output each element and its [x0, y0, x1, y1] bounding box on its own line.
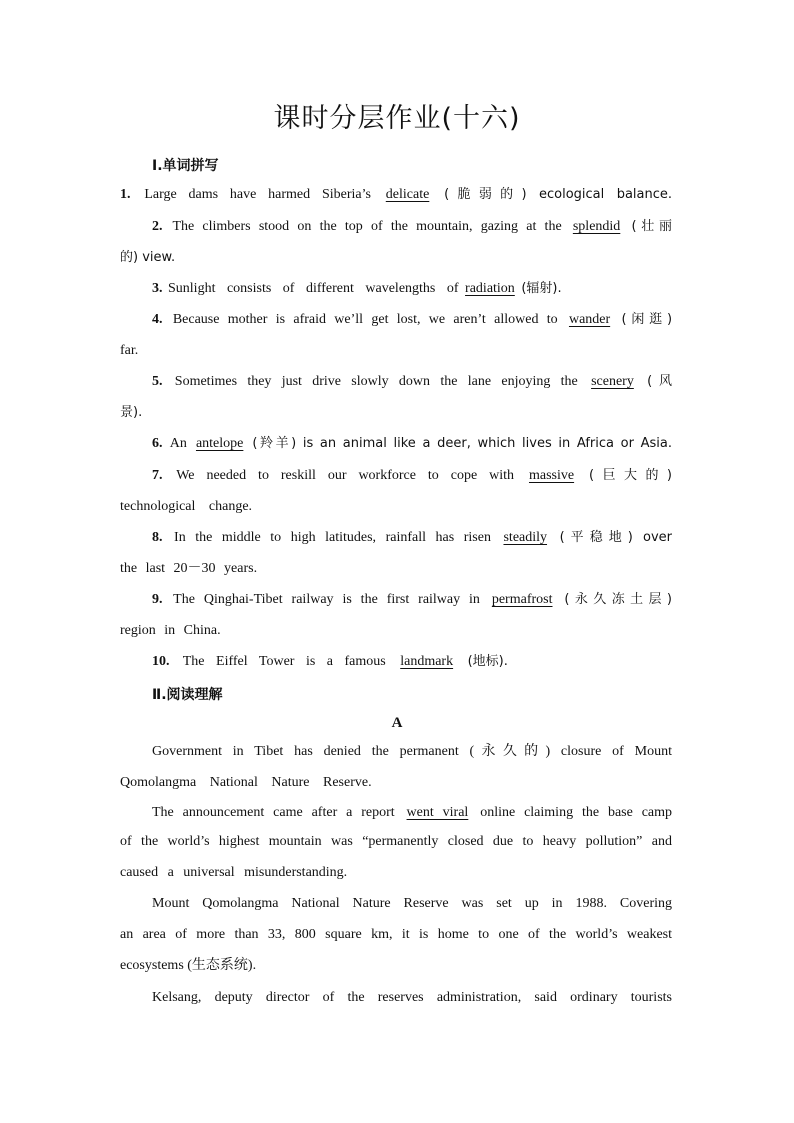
item-number: 4.	[152, 312, 163, 327]
paragraph-line: ecosystems (生态系统).	[120, 958, 257, 973]
item-number: 6.	[152, 436, 163, 451]
list-item: 7. We needed to reskill our workforce to cope with massive (巨大的)	[152, 468, 672, 483]
paragraph-line: Qomolangma National Nature Reserve.	[120, 775, 372, 790]
list-item: 2. The climbers stood on the top of the mountain, gazing at the splendid (壮丽	[152, 219, 672, 234]
list-item: 8. In the middle to high latitudes, rainfall has risen steadily (平稳地) over	[152, 530, 672, 545]
item-number: 10.	[152, 654, 170, 669]
list-item: 9. The Qinghai-Tibet railway is the first railway in permafrost (永久冻土层)	[152, 592, 672, 607]
item-number: 2.	[152, 219, 163, 234]
list-item-continuation: 的) view.	[120, 250, 176, 265]
item-number: 1.	[120, 187, 131, 202]
answer-blank: splendid	[572, 219, 621, 234]
list-item-continuation: region in China.	[120, 623, 221, 638]
item-number: 5.	[152, 374, 163, 389]
list-item: 4. Because mother is afraid we’ll get lost, we aren’t allowed to wander (闲逛)	[152, 312, 673, 327]
answer-blank: permafrost	[491, 592, 553, 607]
item-number: 3.	[152, 281, 163, 296]
paragraph-line: Mount Qomolangma National Nature Reserve was set up in 1988. Covering	[152, 896, 672, 911]
paragraph-line: Kelsang, deputy director of the reserves administration, said ordinary tourists	[152, 990, 672, 1005]
answer-blank: antelope	[195, 436, 244, 451]
list-item: 5. Sometimes they just drive slowly down the lane enjoying the scenery (风	[152, 374, 672, 389]
passage-label: A	[391, 715, 403, 731]
list-item: 10. The Eiffel Tower is a famous landmark (地标).	[152, 654, 508, 669]
answer-blank: steadily	[503, 530, 548, 545]
answer-blank: massive	[528, 468, 575, 483]
section-heading-spelling: Ⅰ.单词拼写	[152, 158, 219, 174]
paragraph-line: Government in Tibet has denied the permanent (永久的) closure of Mount	[152, 744, 672, 759]
list-item: 3. Sunlight consists of different wavelengths of radiation (辐射).	[152, 281, 562, 296]
section-heading-reading: Ⅱ.阅读理解	[152, 687, 223, 703]
paragraph-line: of the world’s highest mountain was “permanently closed due to heavy pollution” and	[120, 834, 672, 849]
item-number: 7.	[152, 468, 163, 483]
list-item: 1. Large dams have harmed Siberia’s delicate (脆弱的) ecological balance.	[120, 187, 673, 202]
list-item: 6. An antelope (羚羊) is an animal like a deer, which lives in Africa or Asia.	[152, 436, 673, 451]
list-item-continuation: technological change.	[120, 499, 253, 514]
item-number: 9.	[152, 592, 163, 607]
list-item-continuation: far.	[120, 343, 139, 358]
page-title: 课时分层作业(十六)	[273, 103, 521, 134]
answer-blank: radiation	[465, 281, 515, 296]
list-item-continuation: 景).	[120, 405, 143, 420]
answer-blank: wander	[568, 312, 611, 327]
paragraph-line: an area of more than 33, 800 square km, it is home to one of the world’s weakest	[120, 927, 672, 942]
list-item-continuation: the last 20－30 years.	[120, 561, 258, 576]
answer-blank: delicate	[385, 187, 430, 202]
underlined-phrase: went viral	[406, 805, 469, 820]
item-number: 8.	[152, 530, 163, 545]
answer-blank: landmark	[400, 654, 454, 669]
answer-blank: scenery	[591, 374, 634, 389]
paragraph-line: caused a universal misunderstanding.	[120, 865, 348, 880]
paragraph-line: The announcement came after a report went viral online claiming the base camp	[152, 805, 673, 820]
